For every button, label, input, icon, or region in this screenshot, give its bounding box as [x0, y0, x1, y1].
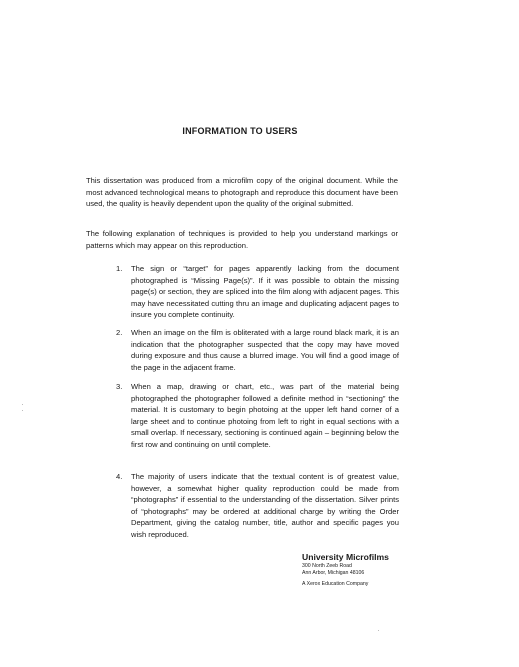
list-item-number: 3. — [116, 382, 123, 391]
list-item-number: 2. — [116, 328, 123, 337]
intro-paragraph: This dissertation was produced from a microfilm copy of the original document. While the most advanced technological means to photograph and reproduce this document have been used, the quality is heavily dependent upon the quality of the original submitted. — [86, 176, 398, 209]
scan-speck — [22, 410, 23, 411]
publisher-address-street: 300 North Zeeb Road — [302, 563, 352, 569]
list-item-text: When a map, drawing or chart, etc., was part of the material being photographed the photographer followed a definite method in “sectioning” the material. It is customary to begin photoing at the upper left hand corner of a large sheet and to continue photoing from left to right in equal sections with a small overlap. If necessary, sectioning is continued again – beginning below the first row and continuing on until complete. — [131, 382, 399, 449]
explanation-paragraph: The following explanation of techniques is provided to help you understand markings or patterns which may appear on this reproduction. — [86, 229, 398, 250]
list-item-number: 4. — [116, 472, 123, 481]
list-item-text: The sign or “target” for pages apparently lacking from the document photographed is “Missing Page(s)”. If it was possible to obtain the missing page(s) or section, they are spliced into the film along with adjacent pages. This may have necessitated cutting thru an image and duplicating adjacent pages to insure you complete continuity. — [131, 264, 399, 320]
scan-speck — [22, 404, 23, 405]
list-item-text: When an image on the film is obliterated with a large round black mark, it is an indication that the photographer suspected that the copy may have moved during exposure and thus cause a blurred image. You will find a good image of the page in the adjacent frame. — [131, 328, 399, 372]
publisher-address-city: Ann Arbor, Michigan 48106 — [302, 570, 365, 576]
publisher-name: University Microfilms — [302, 552, 389, 562]
publisher-block — [302, 551, 422, 588]
list-item-text: The majority of users indicate that the textual content is of greatest value, however, a somewhat higher quality reproduction could be made from “photographs” if essential to the understanding of the dissertation. Silver prints of “photographs” may be ordered at additional charge by writing the Order Department, giving the catalog number, title, author and specific pages you wish reproduced. — [131, 472, 399, 539]
scan-speck — [378, 630, 379, 631]
list-item-number: 1. — [116, 264, 123, 273]
publisher-company: A Xerox Education Company — [302, 581, 369, 587]
document-title: INFORMATION TO USERS — [182, 126, 298, 136]
